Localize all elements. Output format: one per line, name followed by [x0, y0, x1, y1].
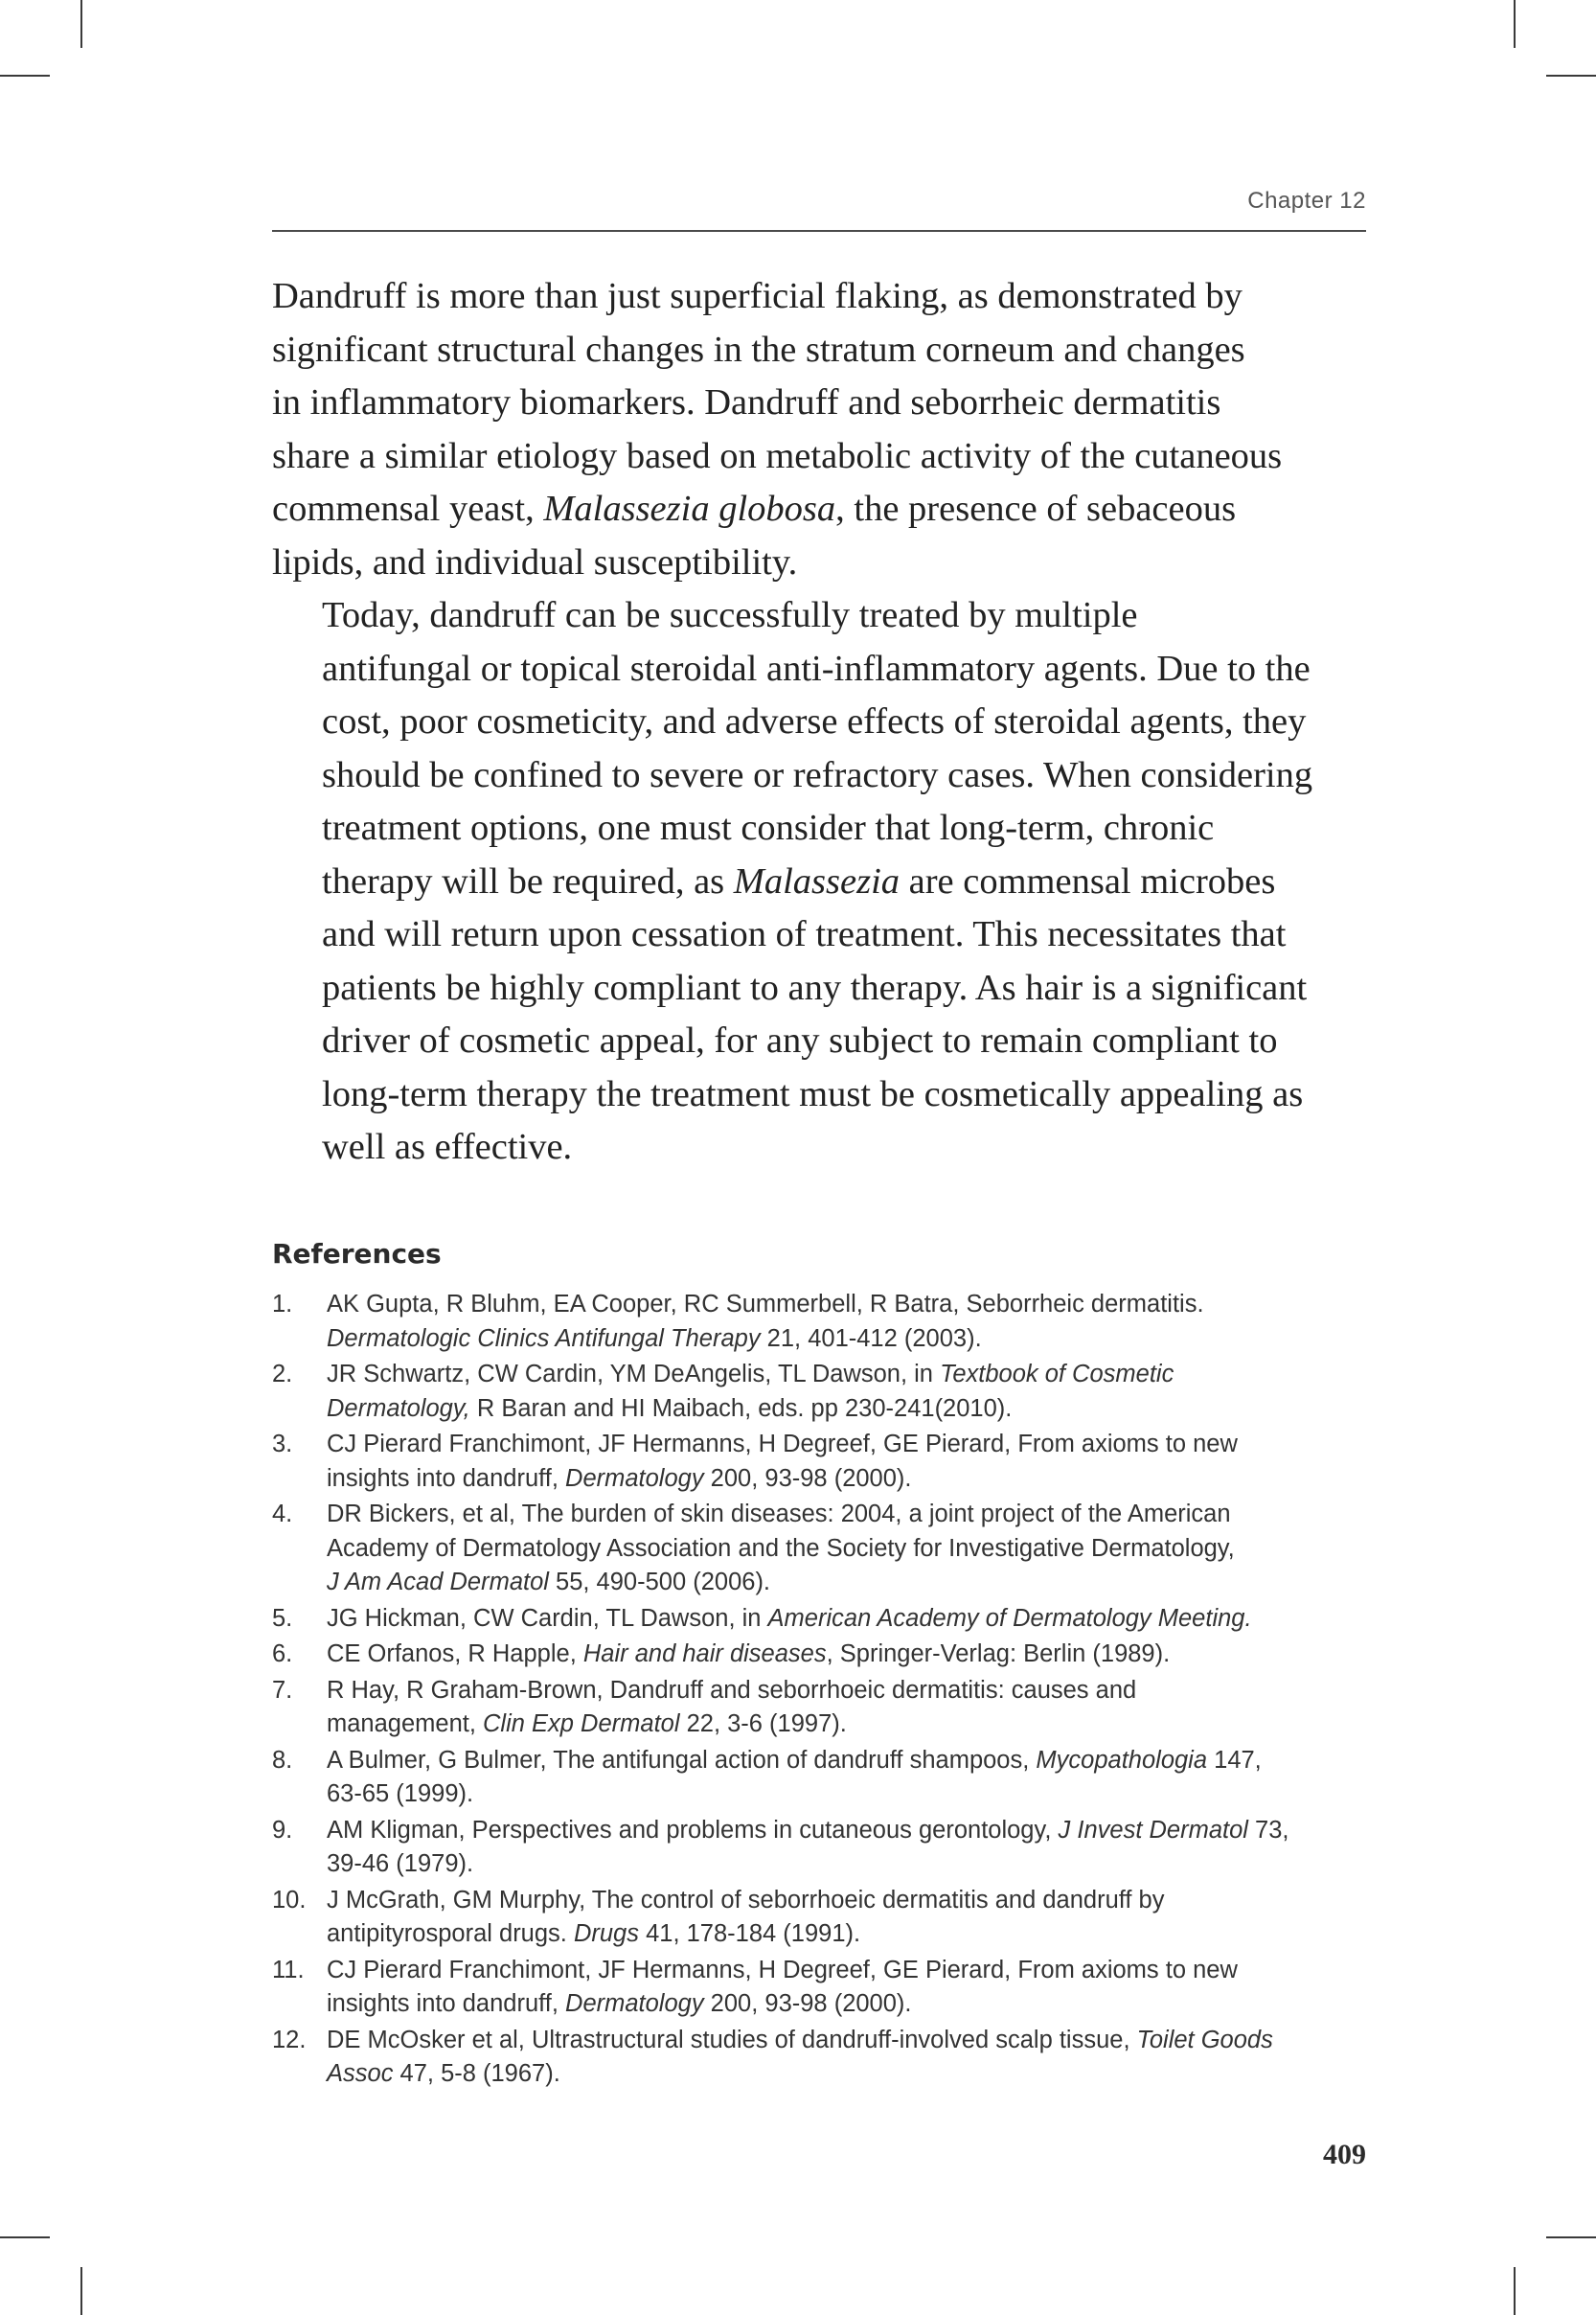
reference-line: JG Hickman, CW Cardin, TL Dawson, in American Academy of Dermatology Meeting.: [327, 1604, 1252, 1632]
reference-line: 39-46 (1979).: [327, 1850, 474, 1877]
reference-item: [272, 1358, 1383, 1426]
reference-item: [272, 2024, 1383, 2092]
italic-text: Dermatology,: [327, 1394, 470, 1422]
crop-mark-bottom-left-h: [0, 2236, 50, 2238]
text-line: should be confined to severe or refractory cases. When considering: [322, 754, 1313, 795]
body-paragraph: [272, 270, 1383, 589]
reference-number: 8.: [272, 1746, 293, 1774]
text-line: antifungal or topical steroidal anti-inflammatory agents. Due to the: [322, 648, 1311, 689]
italic-text: Mycopathologia: [1036, 1746, 1208, 1774]
reference-number: 2.: [272, 1361, 293, 1387]
reference-item: [272, 1498, 1383, 1600]
reference-line: J Am Acad Dermatol 55, 490-500 (2006).: [327, 1569, 771, 1595]
reference-line: AM Kligman, Perspectives and problems in cutaneous gerontology, J Invest Dermatol 73,: [327, 1816, 1289, 1844]
reference-line: management, Clin Exp Dermatol 22, 3-6 (1997).: [327, 1710, 847, 1737]
text-line: cost, poor cosmeticity, and adverse effects of steroidal agents, they: [322, 701, 1307, 742]
reference-line: CJ Pierard Franchimont, JF Hermanns, H Degreef, GE Pierard, From axioms to new: [327, 1431, 1238, 1457]
text-line: significant structural changes in the stratum corneum and changes: [272, 329, 1245, 370]
italic-text: Dermatologic Clinics Antifungal Therapy: [327, 1324, 761, 1352]
text-line: well as effective.: [322, 1127, 573, 1167]
reference-line: Assoc 47, 5-8 (1967).: [327, 2060, 560, 2087]
reference-number: 6.: [272, 1640, 293, 1667]
reference-number: 5.: [272, 1604, 293, 1632]
text-line: lipids, and individual susceptibility.: [272, 541, 798, 583]
reference-number: 7.: [272, 1676, 293, 1704]
running-head: [272, 188, 1366, 232]
reference-line: CJ Pierard Franchimont, JF Hermanns, H Degreef, GE Pierard, From axioms to new: [327, 1956, 1238, 1983]
text-line: Today, dandruff can be successfully treated by multiple: [322, 595, 1138, 635]
italic-text: Dermatology: [565, 1990, 704, 2017]
page-number: 409: [1323, 2139, 1366, 2170]
reference-line: Dermatologic Clinics Antifungal Therapy 21, 401-412 (2003).: [327, 1324, 982, 1352]
reference-line: DE McOsker et al, Ultrastructural studies of dandruff-involved scalp tissue, Toilet Goods: [327, 2026, 1273, 2053]
reference-number: 4.: [272, 1501, 293, 1527]
crop-mark-top-left-v: [80, 0, 82, 48]
italic-text: Malassezia globosa: [543, 489, 836, 529]
italic-text: J Am Acad Dermatol: [327, 1569, 549, 1595]
italic-text: Textbook of Cosmetic: [940, 1361, 1174, 1387]
crop-mark-bottom-right-h: [1546, 2236, 1596, 2238]
italic-text: Dermatology: [565, 1464, 704, 1492]
italic-text: Assoc: [327, 2060, 394, 2087]
text-line: therapy will be required, as Malassezia are commensal microbes: [322, 860, 1276, 902]
crop-mark-top-right-h: [1546, 75, 1596, 77]
reference-item: [272, 1638, 1383, 1672]
references-list: [272, 1288, 1383, 2094]
body-paragraph: [272, 589, 1383, 1175]
reference-line: CE Orfanos, R Happle, Hair and hair diseases, Springer-Verlag: Berlin (1989).: [327, 1640, 1171, 1667]
reference-line: insights into dandruff, Dermatology 200, 93-98 (2000).: [327, 1990, 912, 2017]
reference-item: [272, 1674, 1383, 1742]
reference-line: insights into dandruff, Dermatology 200, 93-98 (2000).: [327, 1464, 912, 1492]
text-line: treatment options, one must consider that long-term, chronic: [322, 808, 1215, 848]
italic-text: American Academy of Dermatology Meeting.: [767, 1604, 1252, 1632]
text-line: and will return upon cessation of treatment. This necessitates that: [322, 914, 1287, 954]
reference-line: R Hay, R Graham-Brown, Dandruff and seborrhoeic dermatitis: causes and: [327, 1676, 1137, 1704]
reference-number: 3.: [272, 1431, 293, 1457]
italic-text: Malassezia: [733, 860, 901, 902]
reference-number: 10.: [272, 1886, 307, 1914]
reference-item: [272, 1814, 1383, 1882]
reference-number: 1.: [272, 1291, 293, 1318]
crop-mark-bottom-left-v: [80, 2267, 82, 2315]
reference-item: [272, 1428, 1383, 1496]
text-line: commensal yeast, Malassezia globosa, the presence of sebaceous: [272, 489, 1237, 529]
text-line: driver of cosmetic appeal, for any subject to remain compliant to: [322, 1020, 1278, 1061]
italic-text: Clin Exp Dermatol: [483, 1710, 680, 1737]
text-line: patients be highly compliant to any therapy. As hair is a significant: [322, 967, 1308, 1008]
reference-number: 11.: [272, 1956, 305, 1983]
italic-text: Toilet Goods: [1136, 2026, 1273, 2053]
reference-line: DR Bickers, et al, The burden of skin diseases: 2004, a joint project of the American: [327, 1501, 1231, 1527]
text-line: in inflammatory biomarkers. Dandruff and seborrheic dermatitis: [272, 382, 1221, 423]
reference-line: antipityrosporal drugs. Drugs 41, 178-184 (1991).: [327, 1920, 861, 1947]
reference-item: [272, 1288, 1383, 1356]
reference-line: Academy of Dermatology Association and the Society for Investigative Dermatology,: [327, 1534, 1235, 1562]
text-line: long-term therapy the treatment must be cosmetically appealing as: [322, 1073, 1304, 1114]
crop-mark-top-right-v: [1514, 0, 1516, 48]
reference-line: Dermatology, R Baran and HI Maibach, eds. pp 230-241(2010).: [327, 1394, 1013, 1422]
references-heading: References: [272, 1238, 442, 1270]
reference-number: 9.: [272, 1816, 293, 1844]
reference-item: [272, 1602, 1383, 1637]
italic-text: Drugs: [573, 1920, 639, 1947]
reference-line: 63-65 (1999).: [327, 1780, 474, 1807]
text-line: share a similar etiology based on metabolic activity of the cutaneous: [272, 435, 1283, 476]
reference-line: JR Schwartz, CW Cardin, YM DeAngelis, TL Dawson, in Textbook of Cosmetic: [327, 1361, 1174, 1387]
italic-text: J Invest Dermatol: [1058, 1816, 1248, 1844]
reference-item: [272, 1884, 1383, 1952]
crop-mark-top-left-h: [0, 75, 50, 77]
chapter-label: Chapter 12: [1247, 188, 1366, 214]
text-line: Dandruff is more than just superficial flaking, as demonstrated by: [272, 276, 1243, 316]
body-text: [272, 270, 1383, 1175]
reference-item: [272, 1744, 1383, 1812]
reference-item: [272, 1954, 1383, 2022]
reference-number: 12.: [272, 2026, 307, 2053]
reference-line: J McGrath, GM Murphy, The control of seborrhoeic dermatitis and dandruff by: [327, 1886, 1165, 1914]
italic-text: Hair and hair diseases: [582, 1640, 827, 1667]
crop-mark-bottom-right-v: [1514, 2267, 1516, 2315]
reference-line: A Bulmer, G Bulmer, The antifungal action of dandruff shampoos, Mycopathologia 147,: [327, 1746, 1262, 1774]
reference-line: AK Gupta, R Bluhm, EA Cooper, RC Summerbell, R Batra, Seborrheic dermatitis.: [327, 1291, 1204, 1318]
